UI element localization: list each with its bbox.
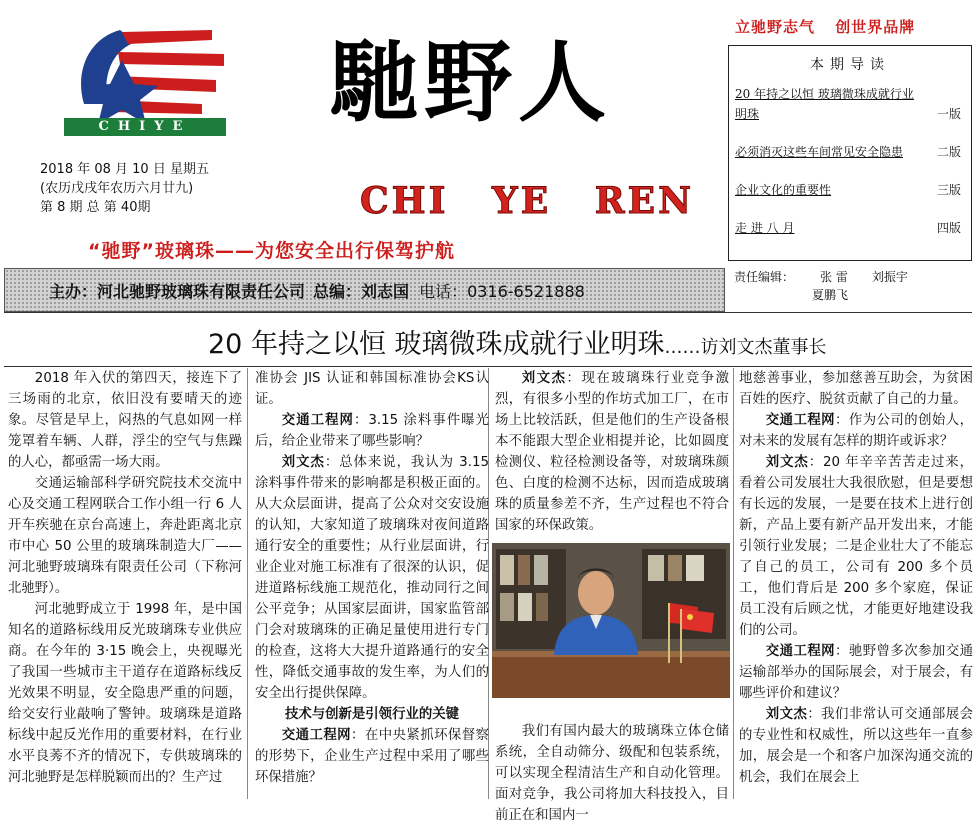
guide-item-2[interactable]: 必须消灭这些车间常见安全隐患 二版: [735, 145, 961, 159]
guide-title: 本期导读: [810, 57, 890, 73]
divider: [4, 366, 972, 367]
article-column-1: [8, 368, 242, 799]
section-heading: 技术与创新是引领行业的关键: [284, 707, 460, 722]
masthead-pinyin: CHI YE REN: [360, 180, 694, 222]
office-photo-icon: [492, 543, 730, 698]
dateline: [40, 160, 209, 217]
column-rule: [733, 368, 734, 799]
guide-item-4[interactable]: 走 进 八 月 四版: [735, 221, 961, 235]
paragraph: 刘文杰：我们非常认可交通部展会的专业性和权威性，所以这些年一直参加，展会是一个和客户加深沟通交流的机会，我们在展会上: [739, 707, 973, 785]
top-slogan: 立驰野志气 创世界品牌: [735, 18, 916, 36]
chief-editor-label: 总编：: [313, 281, 362, 301]
paragraph: 2018 年入伏的第四天，接连下了三场雨的北京，依旧没有要晴天的迹象。尽管是早上，闷热的气息如网一样笼罩着车辆、人群，浮尘的空气与焦躁的人心，都亟需一场大雨。: [8, 371, 242, 470]
paragraph: 地慈善事业，参加慈善互助会，为贫困百姓的医疗、脱贫贡献了自己的力量。: [739, 371, 973, 407]
paragraph: 交通工程网：在中央紧抓环保督察的形势下，企业生产过程中采用了哪些环保措施？: [255, 728, 489, 785]
paragraph: 刘文杰：20 年辛辛苦苦走过来，看着公司发展壮大我很欣慰，但是要想有长远的发展，一是要在技术上进行创新，产品上要有新产品开发出来，才能引领行业发展；二是企业壮大了不能忘了自己的员工，公司有 200 多个员工，他们背后是 200 多个家庭，保证员工没有后顾之忧，才能更好地建设我们的公司。: [739, 455, 974, 638]
phone: 电话：0316-6521888: [419, 281, 585, 301]
paragraph: 交通工程网：作为公司的创始人，对未来的发展有怎样的期许或诉求？: [739, 413, 973, 449]
logo-wordmark: CHIYE: [64, 118, 226, 136]
paragraph: 交通工程网：驰野曾多次参加交通运输部举办的国际展会，对于展会，有哪些评价和建议？: [739, 644, 973, 701]
article-column-4: [739, 368, 973, 799]
paragraph: 交通运输部科学研究院技术交流中心及交通工程网联合工作小组一行 6 人开车疾驰在京台高速上，奔赴距离北京市中心 50 公里的玻璃珠制造大厂——河北驰野玻璃珠有限责任公司（下称河北驰野）。: [8, 476, 242, 596]
paragraph: 刘文杰：总体来说，我认为 3.15 涂料事件带来的影响都是积极正面的。从大众层面讲，提高了公众对交安设施的认知，大家知道了玻璃珠对夜间道路通行安全的重要性；从行业层面讲，行业企业对施工标准有了很深的认识，促进道路标线施工规范化，推动同行之间公平竞争；从国家层面讲，国家监管部门会对玻璃珠的正确足量使用进行专门的检查，这将大大提升道路通行的安全性，降低交通事故的发生率，为人们的安全出行提供保障。: [255, 455, 489, 701]
paragraph: 我们有国内最大的玻璃珠立体仓储系统，全自动筛分、级配和包装系统，可以实现全程清洁生产和自动化管理。面对竞争，我公司将加大科技投入，目前正在和国内一: [495, 724, 729, 823]
guide-item-1[interactable]: 20 年持之以恒 玻璃微珠成就行业 明珠 一版: [735, 87, 961, 121]
main-slogan: “驰野”玻璃珠——为您安全出行保驾护航: [88, 240, 455, 262]
publisher-band: [4, 268, 725, 312]
divider: [4, 312, 972, 313]
issue-line: 第 8 期 总 第 40期: [40, 200, 151, 215]
column-rule: [247, 368, 248, 799]
article-headline: [208, 322, 827, 361]
article-column-2: [255, 368, 489, 799]
host-name: 河北驰野玻璃珠有限责任公司: [97, 281, 306, 301]
paragraph: 刘文杰：现在玻璃珠行业竞争激烈，有很多小型的作坊式加工厂，在市场上比较活跃，但是他们的生产设备根本不能跟大型企业相提并论，比如圆度检测仪、粒径检测设备等，对玻璃珠颜色、白度的检测不达标，因而造成玻璃珠的质量参差不齐，生产过程也不符合国家的环保政策。: [495, 371, 730, 533]
date-line: 2018 年 08 月 10 日 星期五: [40, 162, 209, 177]
guide-item-3[interactable]: 企业文化的重要性 三版: [735, 183, 961, 197]
host-label: 主办：: [49, 281, 98, 301]
headline-main: 20 年持之以恒 玻璃微珠成就行业明珠: [208, 329, 665, 360]
masthead-title: 馳野人: [330, 30, 613, 134]
issue-guide-box: [728, 45, 972, 261]
headline-sub: ……访刘文杰董事长: [664, 337, 827, 358]
responsible-editors: 责任编辑： 张 雷 刘振宇 夏鹏飞: [734, 270, 908, 302]
interview-photo: [492, 543, 730, 698]
paragraph: 交通工程网：3.15 涂料事件曝光后，给企业带来了哪些影响？: [255, 413, 489, 449]
chief-editor-name: 刘志国: [361, 281, 410, 301]
paragraph: 河北驰野成立于 1998 年，是中国知名的道路标线用反光玻璃珠专业供应商。在今年的 3·15 晚会上，央视曝光了我国一些城市主干道存在道路标线反光效果不明显，安全隐患严重的问题，给交安行业敲响了警钟。玻璃珠是道路标线中起反光作用的重要材料，在行业水平良莠不齐的情况下，专供玻璃珠的河北驰野是怎样脱颖而出的？生产过: [8, 602, 242, 785]
paragraph: 准协会 JIS 认证和韩国标准协会KS认证。: [255, 371, 489, 407]
lunar-date-line: (农历戊戌年农历六月廿九): [40, 181, 194, 196]
